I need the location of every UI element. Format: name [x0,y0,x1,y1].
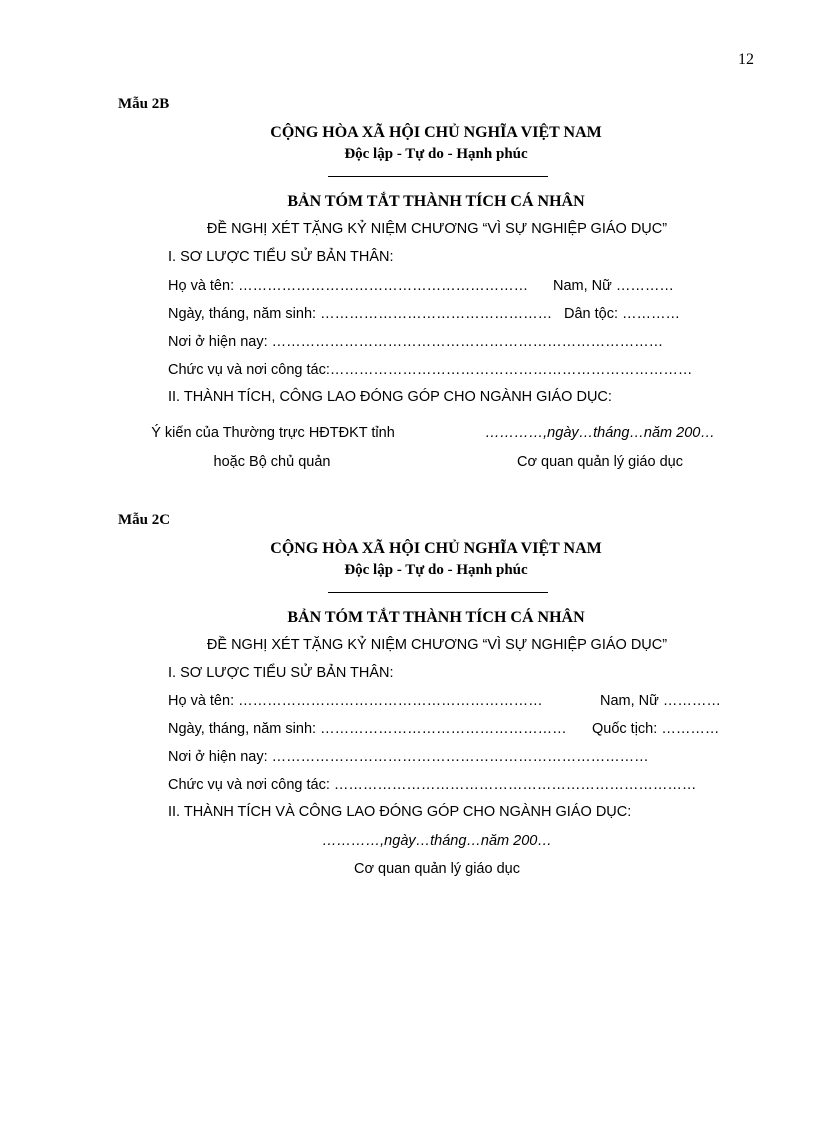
dob-field [168,722,567,737]
residence-dots: ……………………………………………………………………… [271,334,664,350]
residence-label: Nơi ở hiện nay: [168,749,268,765]
residence-label: Nơi ở hiện nay: [168,334,268,350]
dob-field [168,307,552,322]
ethnic-dots: ………… [622,306,681,322]
nationality-label: Quốc tịch: [592,721,658,737]
national-motto: CỘNG HÒA XÃ HỘI CHỦ NGHĨA VIỆT NAM [270,124,602,141]
form-label: Mẫu 2C [118,512,171,528]
name-label: Họ và tên: [168,278,235,294]
section-1-heading: I. SƠ LƯỢC TIỂU SỬ BẢN THÂN: [168,665,394,681]
nationality-dots: ………… [661,721,720,737]
ethnic-field [564,307,680,322]
gender-field [600,694,721,709]
dob-label: Ngày, tháng, năm sinh: [168,721,317,737]
national-motto: CỘNG HÒA XÃ HỘI CHỦ NGHĨA VIỆT NAM [270,540,602,557]
gender-dots: ………… [615,278,674,294]
section-2-heading: II. THÀNH TÍCH VÀ CÔNG LAO ĐÓNG GÓP CHO NGÀNH GIÁO DỤC: [168,804,632,820]
position-label: Chức vụ và nơi công tác: [168,362,330,378]
residence-field [168,750,649,765]
position-label: Chức vụ và nơi công tác: [168,777,330,793]
position-dots: ………………………………………………………………… [329,362,693,378]
residence-dots: …………………………………………………………………… [271,749,649,765]
form-label: Mẫu 2B [118,96,170,112]
document-title: BẢN TÓM TẮT THÀNH TÍCH CÁ NHÂN [287,193,585,210]
page-number: 12 [738,51,754,68]
dob-dots: …………………………………………… [320,721,567,737]
position-field [168,778,696,793]
right-signature-title: Cơ quan quản lý giáo dục [517,454,683,470]
gender-field [553,279,674,294]
name-label: Họ và tên: [168,693,235,709]
name-field [168,279,528,294]
slogan-underline [328,592,548,593]
national-slogan: Độc lập - Tự do - Hạnh phúc [344,562,528,578]
position-field [168,363,692,378]
left-signature-line1: Ý kiến của Thường trực HĐTĐKT tỉnh [151,425,395,441]
section-1-heading: I. SƠ LƯỢC TIỂU SỬ BẢN THÂN: [168,249,394,265]
document-subtitle: ĐỀ NGHỊ XÉT TẶNG KỶ NIỆM CHƯƠNG “VÌ SỰ NGHIỆP GIÁO DỤC” [206,637,668,653]
document-title: BẢN TÓM TẮT THÀNH TÍCH CÁ NHÂN [287,609,585,626]
right-signature-title: Cơ quan quản lý giáo dục [354,861,520,877]
ethnic-label: Dân tộc: [564,306,618,322]
section-2-heading: II. THÀNH TÍCH, CÔNG LAO ĐÓNG GÓP CHO NGÀNH GIÁO DỤC: [168,389,612,405]
date-line: …………,ngày…tháng…năm 200… [485,425,715,441]
slogan-underline [328,176,548,177]
dob-label: Ngày, tháng, năm sinh: [168,306,317,322]
dob-dots: ………………………………………… [320,306,553,322]
residence-field [168,335,663,350]
gender-label: Nam, Nữ [600,693,659,709]
gender-dots: ………… [662,693,721,709]
name-dots: ……………………………………………………… [238,693,543,709]
document-subtitle: ĐỀ NGHỊ XÉT TẶNG KỶ NIỆM CHƯƠNG “VÌ SỰ NGHIỆP GIÁO DỤC” [206,221,668,237]
position-dots: ………………………………………………………………… [333,777,697,793]
national-slogan: Độc lập - Tự do - Hạnh phúc [344,146,528,162]
nationality-field [592,722,719,737]
date-line: …………,ngày…tháng…năm 200… [322,833,552,849]
name-field [168,694,543,709]
gender-label: Nam, Nữ [553,278,612,294]
name-dots: …………………………………………………… [238,278,529,294]
left-signature-line2: hoặc Bộ chủ quản [213,454,331,470]
